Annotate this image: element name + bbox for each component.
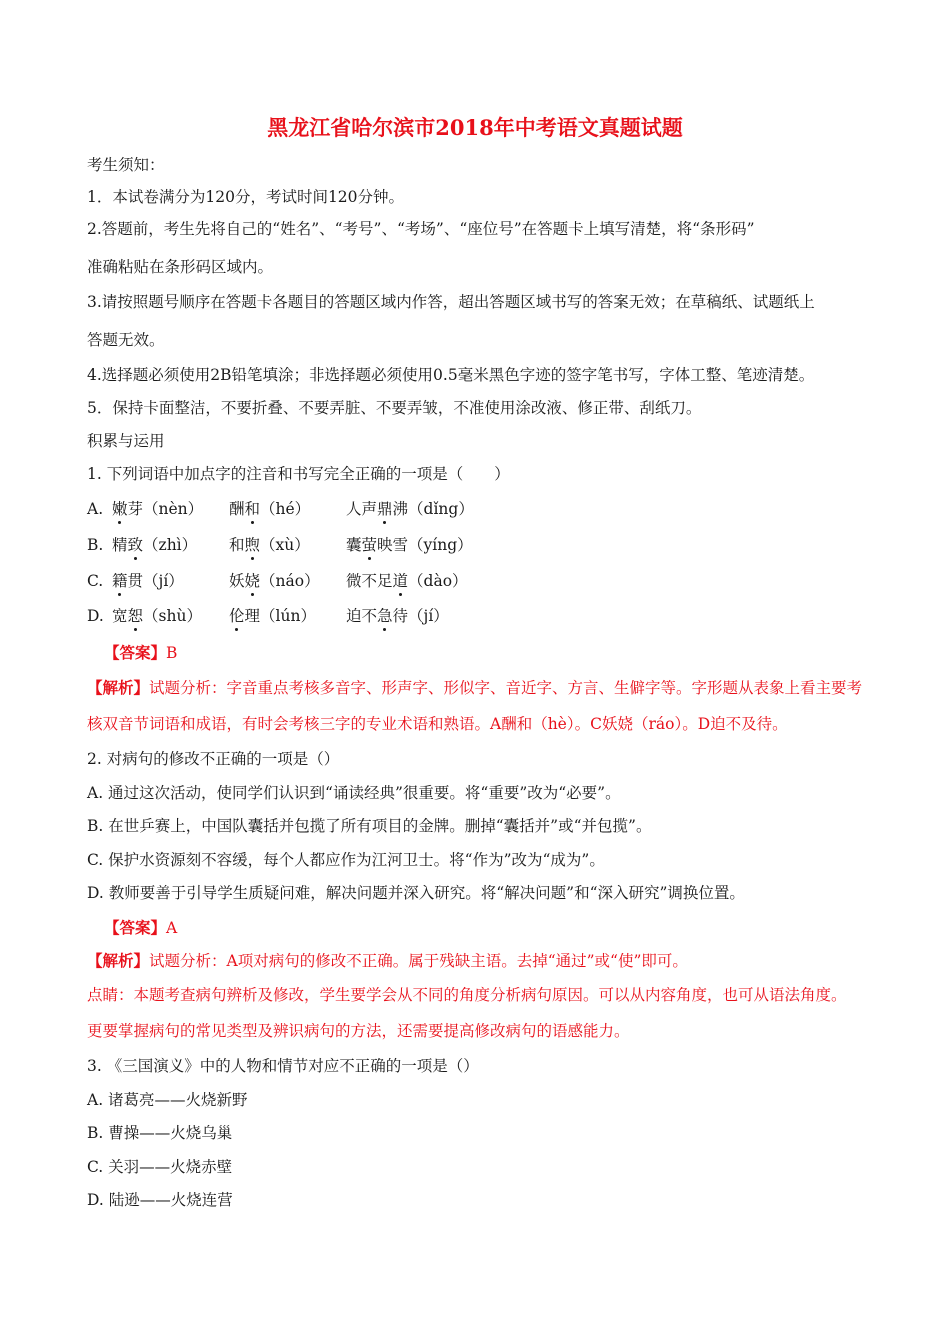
notice-item-3: 3.请按照题号顺序在答题卡各题目的答题区域内作答，超出答题区域书写的答案无效；在草稿纸、试题纸上 <box>87 293 815 311</box>
emphasis-dot-char: 煦 <box>244 536 261 554</box>
q3-option-c: C. 关羽——火烧赤壁 <box>87 1158 233 1176</box>
emphasis-dot-char: 嫩 <box>112 500 128 518</box>
notice-item-5: 5．保持卡面整洁，不要折叠、不要弄脏、不要弄皱，不准使用涂改液、修正带、刮纸刀。 <box>87 399 702 417</box>
option-word-2: 妖娆（náo） <box>229 572 320 590</box>
emphasis-dot-char: 鼎 <box>377 500 393 518</box>
option-word-3: 迫不急待（jí） <box>346 607 449 625</box>
option-word-1: 籍贯（jí） <box>112 572 184 590</box>
q2-note-cont: 更要掌握病句的常见类型及辨识病句的方法，还需要提高修改病句的语感能力。 <box>87 1022 630 1040</box>
option-word-3: 微不足道（dào） <box>346 572 468 590</box>
option-word-3: 囊萤映雪（yíng） <box>346 536 473 554</box>
notice-item-3-cont: 答题无效。 <box>87 331 165 349</box>
emphasis-dot-char: 伦 <box>229 607 245 625</box>
notice-item-4: 4.选择题必须使用2B铅笔填涂；非选择题必须使用0.5毫米黑色字迹的签字笔书写，字体工整、笔迹清楚。 <box>87 366 815 384</box>
q2-option-c: C. 保护水资源刻不容缓，每个人都应作为江河卫士。将“作为”改为“成为”。 <box>87 851 605 869</box>
q2-analysis: 【解析】试题分析：A项对病句的修改不正确。属于残缺主语。去掉“通过”或“使”即可。 <box>87 951 688 970</box>
section-heading: 积累与运用 <box>87 432 165 450</box>
option-word-1: 精致（zhì） <box>112 536 198 554</box>
q3-stem: 3. 《三国演义》中的人物和情节对应不正确的一项是（） <box>87 1057 479 1075</box>
option-word-2: 伦理（lún） <box>229 607 316 625</box>
q2-stem: 2. 对病句的修改不正确的一项是（） <box>87 750 340 768</box>
emphasis-dot-char: 籍 <box>112 572 128 590</box>
option-letter: A. <box>87 500 104 518</box>
q3-option-a: A. 诸葛亮——火烧新野 <box>87 1091 248 1109</box>
emphasis-dot-char: 萤 <box>361 536 378 554</box>
emphasis-dot-char: 急 <box>377 607 393 625</box>
option-letter: B. <box>87 536 104 554</box>
option-word-1: 宽恕（shù） <box>112 607 202 625</box>
emphasis-dot-char: 道 <box>392 572 409 590</box>
option-letter: C. <box>87 572 104 590</box>
document-title: 黑龙江省哈尔滨市2018年中考语文真题试题 <box>267 115 683 140</box>
emphasis-dot-char: 恕 <box>127 607 144 625</box>
notice-item-2-cont: 准确粘贴在条形码区域内。 <box>87 258 274 276</box>
notice-item-2: 2.答题前，考生先将自己的“姓名”、“考号”、“考场”、“座位号”在答题卡上填写清楚，将“条形码” <box>87 220 755 238</box>
q2-note: 点睛：本题考查病句辨析及修改，学生要学会从不同的角度分析病句原因。可以从内容角度，也可从语法角度。 <box>87 986 847 1004</box>
emphasis-dot-char: 和 <box>244 500 261 518</box>
q1-analysis-cont: 核双音节词语和成语，有时会考核三字的专业术语和熟语。A酬和（hè）。C妖娆（ráo）。D迫不及待。 <box>87 715 788 733</box>
option-word-3: 人声鼎沸（dǐng） <box>346 500 474 518</box>
option-word-2: 酬和（hé） <box>229 500 311 518</box>
q1-stem: 1. 下列词语中加点字的注音和书写完全正确的一项是（ ） <box>87 465 510 483</box>
option-letter: D. <box>87 607 104 625</box>
q1-answer: 【答案】B <box>104 643 178 662</box>
q2-option-d: D. 教师要善于引导学生质疑问难，解决问题并深入研究。将“解决问题”和“深入研究”调换位置。 <box>87 884 745 902</box>
notice-item-1: 1．本试卷满分为120分，考试时间120分钟。 <box>87 188 405 206</box>
notice-heading: 考生须知： <box>87 156 165 174</box>
q1-analysis: 【解析】试题分析：字音重点考核多音字、形声字、形似字、音近字、方言、生僻字等。字形题从表象上看主要考 <box>87 678 863 697</box>
q2-answer: 【答案】A <box>104 918 178 937</box>
emphasis-dot-char: 致 <box>127 536 144 554</box>
q3-option-b: B. 曹操——火烧乌巢 <box>87 1124 233 1142</box>
option-word-2: 和煦（xù） <box>229 536 310 554</box>
emphasis-dot-char: 娆 <box>244 572 261 590</box>
option-word-1: 嫩芽（nèn） <box>112 500 204 518</box>
q3-option-d: D. 陆逊——火烧连营 <box>87 1191 233 1209</box>
q2-option-a: A. 通过这次活动，使同学们认识到“诵读经典”很重要。将“重要”改为“必要”。 <box>87 784 621 802</box>
q2-option-b: B. 在世乒赛上，中国队囊括并包揽了所有项目的金牌。删掉“囊括并”或“并包揽”。 <box>87 817 652 835</box>
